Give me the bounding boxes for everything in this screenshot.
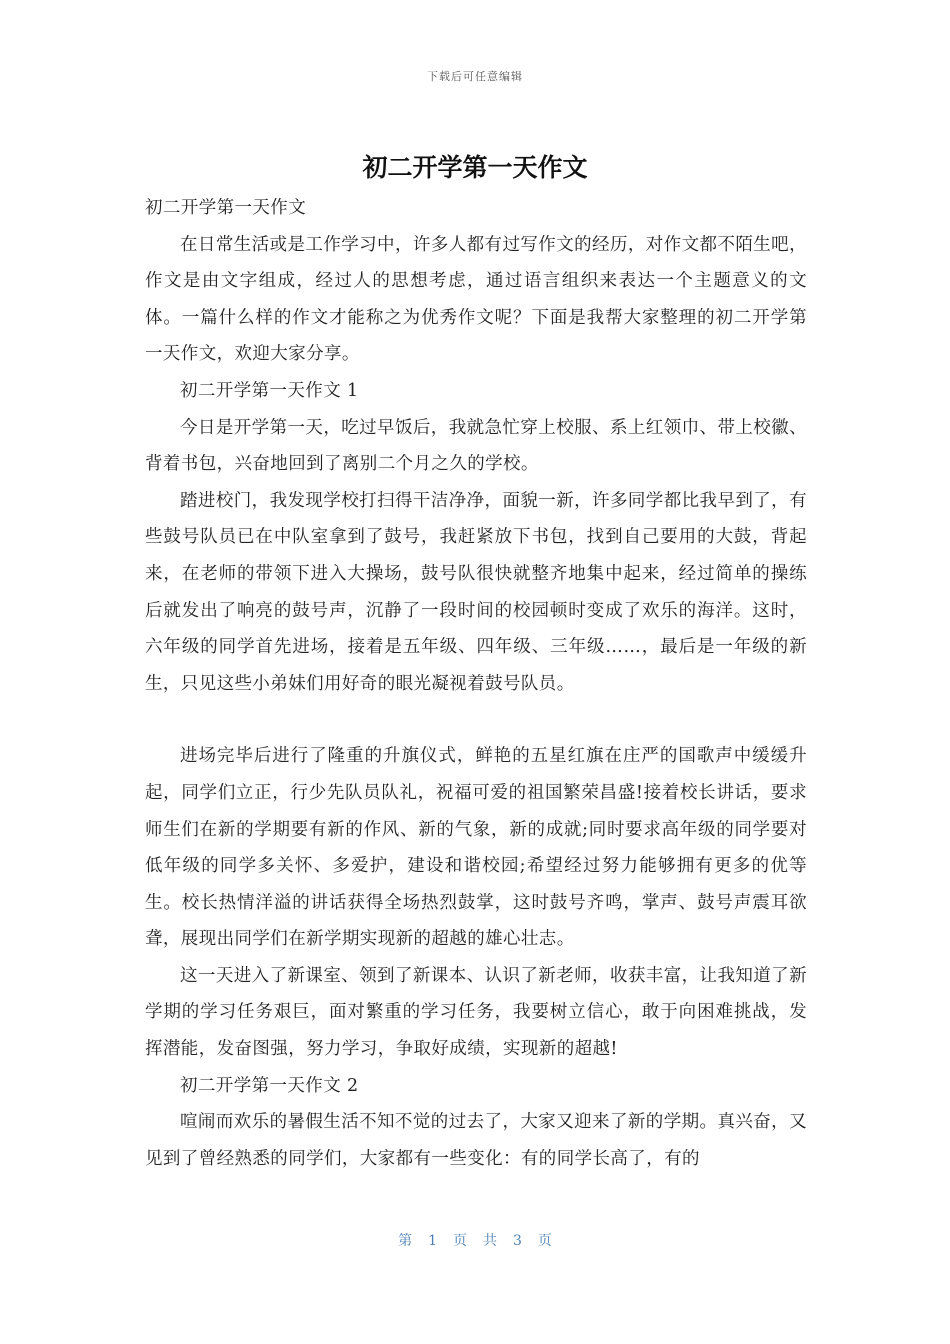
intro-heading: 初二开学第一天作文: [145, 198, 307, 218]
essay-2-heading: 初二开学第一天作文 2: [180, 1075, 359, 1096]
intro-paragraph: 在日常生活或是工作学习中，许多人都有过写作文的经历，对作文都不陌生吧，作文是由文字组成，经过人的思想考虑，通过语言组织来表达一个主题意义的文体。一篇什么样的作文才能称之为优秀作文呢？下面是我帮大家整理的初二开学第一天作文，欢迎大家分享。: [145, 234, 807, 365]
essay-2-paragraph-1: 喧闹而欢乐的暑假生活不知不觉的过去了，大家又迎来了新的学期。真兴奋，又见到了曾经熟悉的同学们，大家都有一些变化：有的同学长高了，有的: [145, 1112, 807, 1169]
footer-total-pages: 3: [513, 1233, 522, 1249]
footer-total-label: 共: [483, 1233, 497, 1249]
page-footer: [0, 1230, 950, 1250]
header-note: 下载后可任意编辑: [427, 70, 523, 83]
essay-1-heading: 初二开学第一天作文 1: [180, 380, 359, 401]
essay-1-paragraph-1: 今日是开学第一天，吃过早饭后，我就急忙穿上校服、系上红领巾、带上校徽、背着书包，兴奋地回到了离别二个月之久的学校。: [145, 417, 807, 475]
document-title: 初二开学第一天作文: [362, 153, 588, 182]
footer-page-unit: 页: [453, 1233, 467, 1249]
essay-1-paragraph-4: 这一天进入了新课室、领到了新课本、认识了新老师，收获丰富，让我知道了新学期的学习任务艰巨，面对繁重的学习任务，我要树立信心，敢于向困难挑战，发挥潜能，发奋图强，努力学习，争取好成绩，实现新的超越!: [145, 965, 807, 1060]
essay-1-paragraph-2: 踏进校门，我发现学校打扫得干洁净净，面貌一新，许多同学都比我早到了，有些鼓号队员已在中队室拿到了鼓号，我赶紧放下书包，找到自己要用的大鼓，背起来，在老师的带领下进入大操场，鼓号队很快就整齐地集中起来，经过简单的操练后就发出了响亮的鼓号声，沉静了一段时间的校园顿时变成了欢乐的海洋。这时，六年级的同学首先进场，接着是五年级、四年级、三年级……，最后是一年级的新生，只见这些小弟妹们用好奇的眼光凝视着鼓号队员。: [145, 490, 807, 694]
footer-current-page: 1: [428, 1233, 437, 1249]
paragraph-gap: [145, 702, 807, 738]
essay-1-paragraph-3: 进场完毕后进行了隆重的升旗仪式，鲜艳的五星红旗在庄严的国歌声中缓缓升起，同学们立正，行少先队员队礼，祝福可爱的祖国繁荣昌盛!接着校长讲话，要求师生们在新的学期要有新的作风、新的气象，新的成就;同时要求高年级的同学要对低年级的同学多关怀、多爱护，建设和谐校园;希望经过努力能够拥有更多的优等生。校长热情洋溢的讲话获得全场热烈鼓掌，这时鼓号齐鸣，掌声、鼓号声震耳欲聋，展现出同学们在新学期实现新的超越的雄心壮志。: [145, 746, 807, 950]
document-body: [145, 190, 807, 1177]
footer-pages-unit: 页: [537, 1233, 552, 1249]
footer-page-label: 第: [398, 1233, 413, 1249]
